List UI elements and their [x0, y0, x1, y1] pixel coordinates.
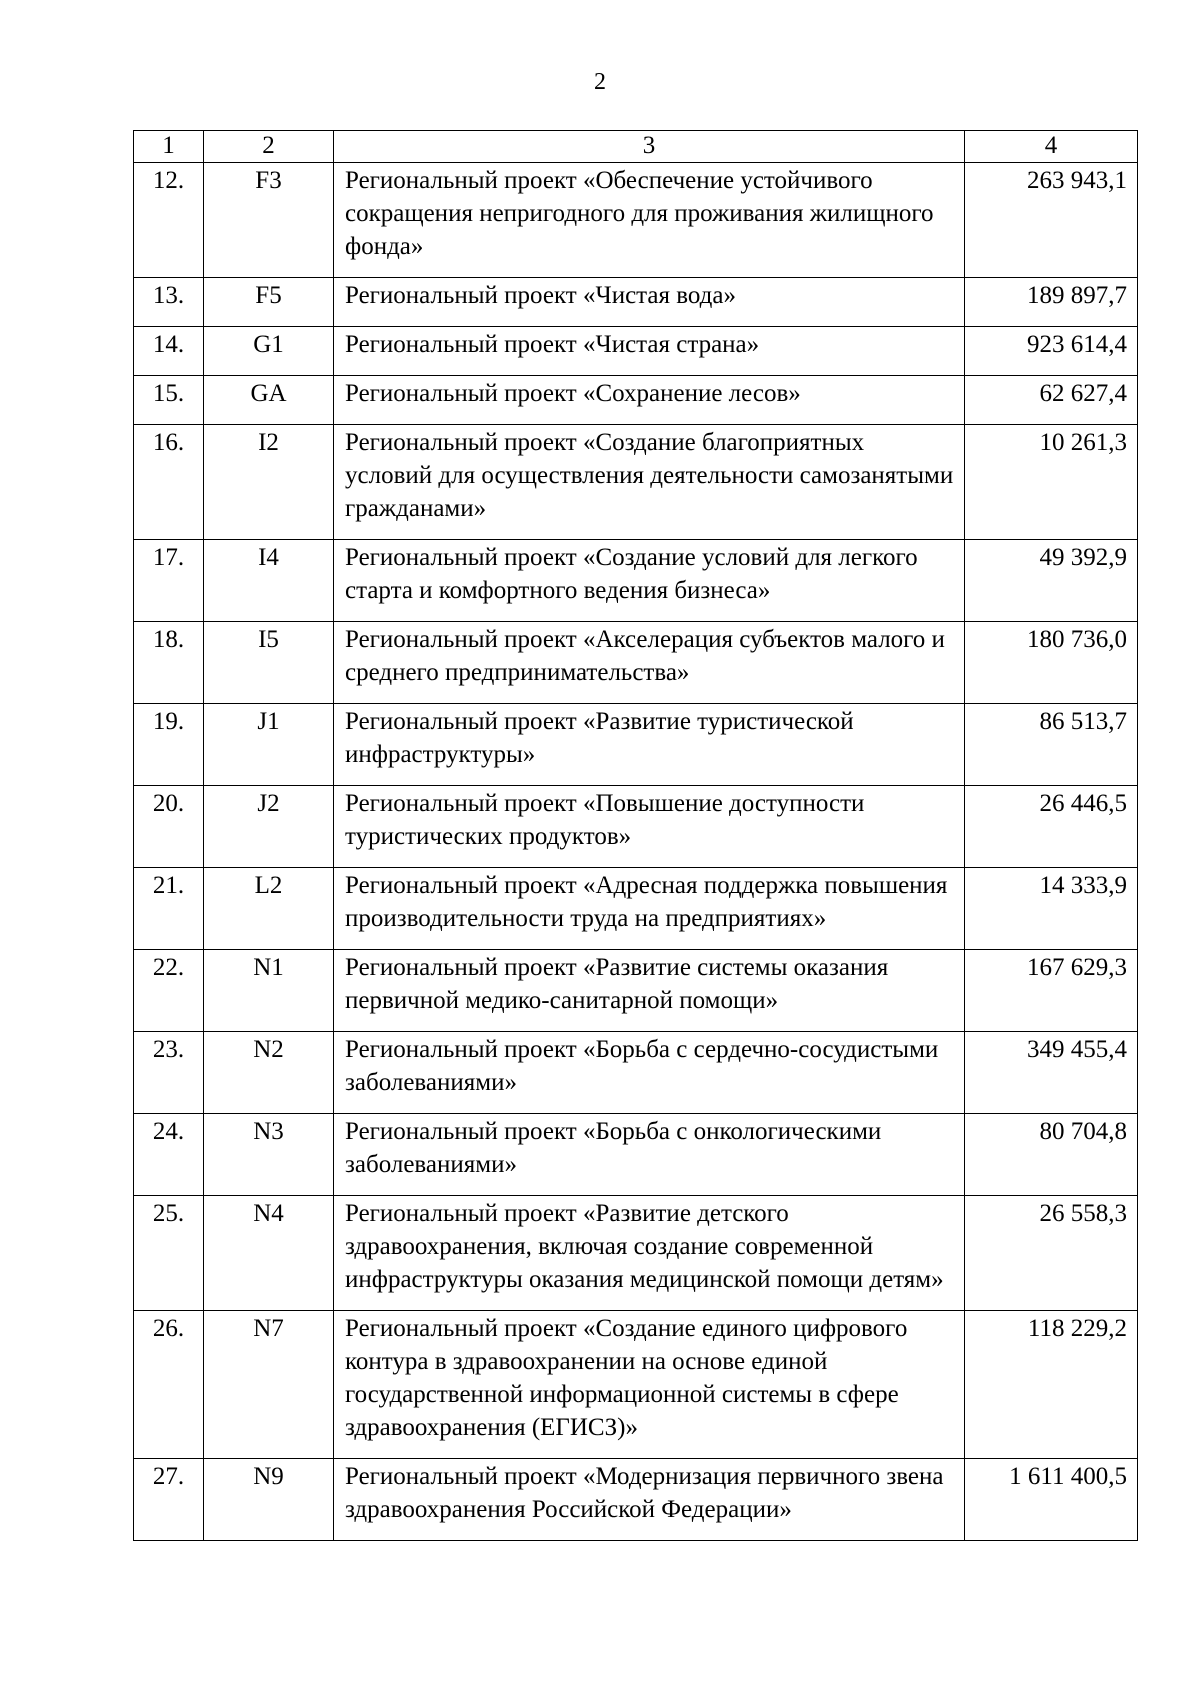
row-amount-cell: 14 333,9: [965, 868, 1138, 950]
table-row: [134, 786, 1138, 868]
row-code-cell: N7: [204, 1311, 334, 1459]
row-code-cell: J1: [204, 704, 334, 786]
table-row: [134, 1114, 1138, 1196]
table-row: [134, 1032, 1138, 1114]
table-row: [134, 1311, 1138, 1459]
header-cell-4: 4: [965, 131, 1138, 163]
row-code-cell: L2: [204, 868, 334, 950]
row-number-cell: 22.: [134, 950, 204, 1032]
row-amount-cell: 118 229,2: [965, 1311, 1138, 1459]
row-amount-cell: 349 455,4: [965, 1032, 1138, 1114]
table-row: [134, 376, 1138, 425]
row-name-cell: Региональный проект «Развитие туристической инфраструктуры»: [334, 704, 965, 786]
row-number-cell: 23.: [134, 1032, 204, 1114]
row-number-cell: 15.: [134, 376, 204, 425]
header-cell-1: 1: [134, 131, 204, 163]
row-name-cell: Региональный проект «Адресная поддержка повышения производительности труда на предприятиях»: [334, 868, 965, 950]
row-number-cell: 18.: [134, 622, 204, 704]
table-header-row: [134, 131, 1138, 163]
row-name-cell: Региональный проект «Развитие системы оказания первичной медико-санитарной помощи»: [334, 950, 965, 1032]
row-number-cell: 19.: [134, 704, 204, 786]
row-name-cell: Региональный проект «Обеспечение устойчивого сокращения непригодного для проживания жилищного фонда»: [334, 163, 965, 278]
header-cell-3: 3: [334, 131, 965, 163]
row-amount-cell: 26 446,5: [965, 786, 1138, 868]
row-amount-cell: 49 392,9: [965, 540, 1138, 622]
row-number-cell: 27.: [134, 1459, 204, 1541]
table-row: [134, 163, 1138, 278]
row-code-cell: N4: [204, 1196, 334, 1311]
table-row: [134, 425, 1138, 540]
row-amount-cell: 167 629,3: [965, 950, 1138, 1032]
row-amount-cell: 62 627,4: [965, 376, 1138, 425]
row-number-cell: 17.: [134, 540, 204, 622]
row-name-cell: Региональный проект «Борьба с сердечно-сосудистыми заболеваниями»: [334, 1032, 965, 1114]
row-name-cell: Региональный проект «Чистая страна»: [334, 327, 965, 376]
table-row: [134, 622, 1138, 704]
table-row: [134, 704, 1138, 786]
row-number-cell: 13.: [134, 278, 204, 327]
row-amount-cell: 1 611 400,5: [965, 1459, 1138, 1541]
row-name-cell: Региональный проект «Повышение доступности туристических продуктов»: [334, 786, 965, 868]
row-number-cell: 16.: [134, 425, 204, 540]
row-amount-cell: 923 614,4: [965, 327, 1138, 376]
table-row: [134, 540, 1138, 622]
row-amount-cell: 86 513,7: [965, 704, 1138, 786]
table-row: [134, 950, 1138, 1032]
row-number-cell: 14.: [134, 327, 204, 376]
table-row: [134, 1459, 1138, 1541]
row-code-cell: J2: [204, 786, 334, 868]
row-code-cell: GA: [204, 376, 334, 425]
row-number-cell: 20.: [134, 786, 204, 868]
row-name-cell: Региональный проект «Чистая вода»: [334, 278, 965, 327]
table-row: [134, 278, 1138, 327]
row-number-cell: 26.: [134, 1311, 204, 1459]
row-code-cell: I2: [204, 425, 334, 540]
row-number-cell: 25.: [134, 1196, 204, 1311]
row-amount-cell: 189 897,7: [965, 278, 1138, 327]
table-row: [134, 327, 1138, 376]
header-cell-2: 2: [204, 131, 334, 163]
table-row: [134, 1196, 1138, 1311]
row-number-cell: 21.: [134, 868, 204, 950]
row-name-cell: Региональный проект «Борьба с онкологическими заболеваниями»: [334, 1114, 965, 1196]
table-row: [134, 868, 1138, 950]
row-name-cell: Региональный проект «Сохранение лесов»: [334, 376, 965, 425]
row-amount-cell: 10 261,3: [965, 425, 1138, 540]
row-name-cell: Региональный проект «Акселерация субъектов малого и среднего предпринимательства»: [334, 622, 965, 704]
budget-table: [133, 130, 1138, 1541]
row-code-cell: G1: [204, 327, 334, 376]
row-name-cell: Региональный проект «Создание благоприятных условий для осуществления деятельности самозанятыми гражданами»: [334, 425, 965, 540]
row-amount-cell: 26 558,3: [965, 1196, 1138, 1311]
row-code-cell: F3: [204, 163, 334, 278]
row-code-cell: N1: [204, 950, 334, 1032]
row-code-cell: N9: [204, 1459, 334, 1541]
row-number-cell: 12.: [134, 163, 204, 278]
row-code-cell: F5: [204, 278, 334, 327]
row-code-cell: N3: [204, 1114, 334, 1196]
row-code-cell: I4: [204, 540, 334, 622]
row-name-cell: Региональный проект «Развитие детского здравоохранения, включая создание современной инфраструктуры оказания медицинской помощи детям»: [334, 1196, 965, 1311]
row-code-cell: I5: [204, 622, 334, 704]
row-number-cell: 24.: [134, 1114, 204, 1196]
row-name-cell: Региональный проект «Создание условий для легкого старта и комфортного ведения бизнеса»: [334, 540, 965, 622]
page-number: 2: [594, 69, 606, 95]
row-amount-cell: 80 704,8: [965, 1114, 1138, 1196]
row-name-cell: Региональный проект «Модернизация первичного звена здравоохранения Российской Федерации»: [334, 1459, 965, 1541]
row-code-cell: N2: [204, 1032, 334, 1114]
row-name-cell: Региональный проект «Создание единого цифрового контура в здравоохранении на основе единой государственной информационной системы в сфере здравоохранения (ЕГИСЗ)»: [334, 1311, 965, 1459]
row-amount-cell: 180 736,0: [965, 622, 1138, 704]
row-amount-cell: 263 943,1: [965, 163, 1138, 278]
